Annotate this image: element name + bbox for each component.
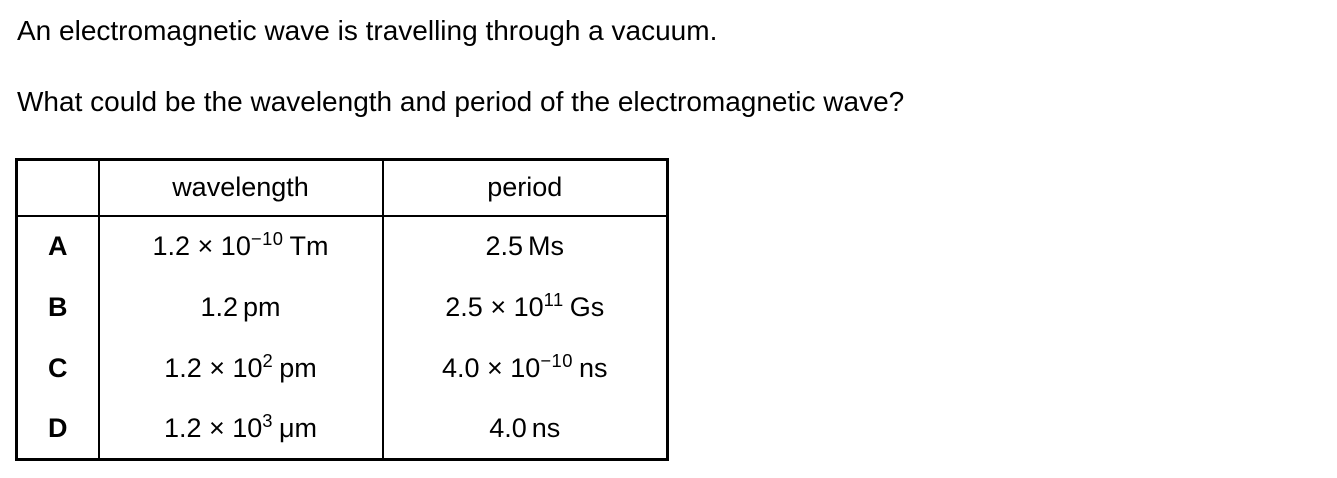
header-blank-cell [17,160,99,216]
value-unit: pm [243,291,281,322]
value-unit: Tm [289,231,329,261]
value-unit: μm [279,412,318,443]
wavelength-value-b [99,277,383,338]
value-unit: pm [279,352,317,383]
wavelength-value-c [99,338,383,399]
value-exponent: 11 [543,288,564,310]
value-exponent: 2 [262,349,274,371]
option-label-a: A [17,216,99,277]
value-exponent: −10 [250,228,284,249]
question-line-2: What could be the wavelength and period of the electromagnetic wave? [17,86,905,117]
option-row-b [17,277,668,338]
value-mantissa: 2.5 [485,231,524,261]
option-row-d [17,399,668,460]
header-wavelength: wavelength [99,160,383,216]
value-mantissa: 2.5 × 10 [445,291,544,322]
option-label-b: B [17,277,99,338]
period-value-d [383,399,668,460]
option-row-c [17,338,668,399]
value-mantissa: 1.2 [200,291,239,322]
option-label-d: D [17,399,99,460]
value-unit: ns [531,412,561,443]
period-value-a [383,216,668,277]
question-line-1: An electromagnetic wave is travelling through a vacuum. [17,15,718,46]
wavelength-value-a [99,216,383,277]
option-row-a [17,216,668,277]
header-period: period [383,160,668,216]
value-unit: Gs [569,291,605,322]
wavelength-value-d [99,399,383,460]
value-mantissa: 1.2 × 10 [163,412,263,443]
value-exponent: −10 [540,349,573,371]
value-mantissa: 4.0 × 10 [441,352,541,383]
period-value-c [383,338,668,399]
value-mantissa: 4.0 [489,412,527,443]
value-exponent: 3 [262,409,273,431]
answer-options-table [15,158,669,461]
option-label-c: C [17,338,99,399]
value-unit: ns [578,352,608,383]
value-mantissa: 1.2 × 10 [164,352,263,383]
table-header-row [17,160,668,216]
value-unit: Ms [528,231,565,261]
value-mantissa: 1.2 × 10 [152,231,251,261]
period-value-b [383,277,668,338]
